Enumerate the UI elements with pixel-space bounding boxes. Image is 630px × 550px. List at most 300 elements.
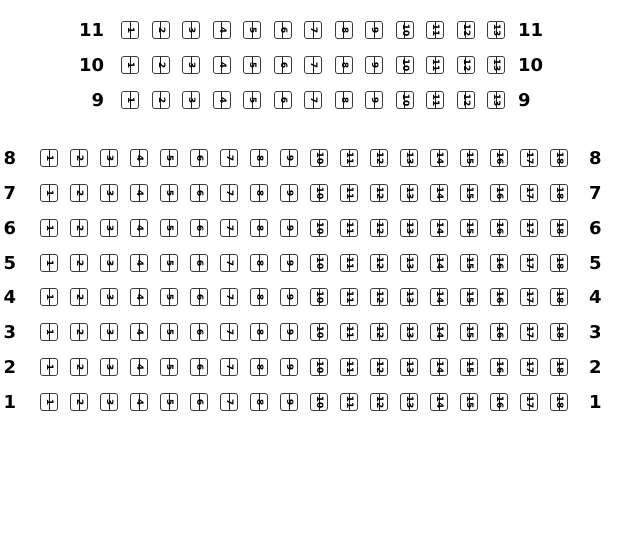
seat-number: 6 xyxy=(194,224,205,232)
seat-row xyxy=(0,56,630,74)
seat[interactable] xyxy=(70,219,88,237)
row-label-left: 2 xyxy=(3,356,16,378)
seat[interactable] xyxy=(335,21,353,39)
seat[interactable] xyxy=(520,288,538,306)
seat-row xyxy=(0,219,630,237)
seat-row xyxy=(0,288,630,306)
row-label-right: 7 xyxy=(589,182,602,204)
seat[interactable] xyxy=(396,91,414,109)
seat-number: 3 xyxy=(186,96,197,104)
seat[interactable] xyxy=(520,393,538,411)
seat-row xyxy=(0,358,630,376)
seat[interactable] xyxy=(274,91,292,109)
seat[interactable] xyxy=(160,184,178,202)
seat-number: 15 xyxy=(464,290,475,304)
seat-number: 17 xyxy=(524,395,535,409)
seat-number: 18 xyxy=(554,186,565,200)
seat[interactable] xyxy=(213,56,231,74)
seat[interactable] xyxy=(160,219,178,237)
row-label-left: 9 xyxy=(91,89,104,111)
seat[interactable] xyxy=(40,323,58,341)
seat[interactable] xyxy=(340,219,358,237)
seat[interactable] xyxy=(190,358,208,376)
seat[interactable] xyxy=(340,323,358,341)
seat[interactable] xyxy=(190,149,208,167)
seat[interactable] xyxy=(130,358,148,376)
seat-number: 1 xyxy=(44,293,55,301)
seat[interactable] xyxy=(520,358,538,376)
seat[interactable] xyxy=(40,288,58,306)
seat[interactable] xyxy=(550,184,568,202)
seat-number: 6 xyxy=(194,328,205,336)
seat[interactable] xyxy=(426,56,444,74)
seat[interactable] xyxy=(490,184,508,202)
seat[interactable] xyxy=(304,56,322,74)
seat-number: 16 xyxy=(494,221,505,235)
seat[interactable] xyxy=(400,254,418,272)
seat[interactable] xyxy=(340,184,358,202)
seat-number: 11 xyxy=(344,221,355,235)
seat[interactable] xyxy=(310,358,328,376)
seat[interactable] xyxy=(460,149,478,167)
seat[interactable] xyxy=(340,254,358,272)
seat-number: 16 xyxy=(494,395,505,409)
seat-number: 3 xyxy=(186,26,197,34)
seat-number: 7 xyxy=(224,154,235,162)
seat[interactable] xyxy=(160,288,178,306)
seat-number: 11 xyxy=(344,360,355,374)
seat[interactable] xyxy=(190,184,208,202)
seat[interactable] xyxy=(100,149,118,167)
seat[interactable] xyxy=(430,219,448,237)
seat-number: 9 xyxy=(369,26,380,34)
seat[interactable] xyxy=(460,219,478,237)
seat[interactable] xyxy=(70,358,88,376)
seat-number: 11 xyxy=(344,395,355,409)
seat-number: 5 xyxy=(164,154,175,162)
seat[interactable] xyxy=(100,323,118,341)
seat[interactable] xyxy=(280,184,298,202)
seat[interactable] xyxy=(400,323,418,341)
seat-number: 10 xyxy=(400,93,410,107)
seat[interactable] xyxy=(400,288,418,306)
seat-number: 17 xyxy=(524,186,535,200)
seat-number: 6 xyxy=(194,189,205,197)
seat-row-seats xyxy=(40,254,568,272)
seat[interactable] xyxy=(274,56,292,74)
seat[interactable] xyxy=(250,323,268,341)
seat[interactable] xyxy=(250,358,268,376)
seat-number: 10 xyxy=(314,186,325,200)
seat[interactable] xyxy=(400,393,418,411)
seat[interactable] xyxy=(280,358,298,376)
seat[interactable] xyxy=(220,254,238,272)
seat[interactable] xyxy=(190,393,208,411)
seat-number: 5 xyxy=(247,96,258,104)
seat[interactable] xyxy=(40,149,58,167)
seat-number: 18 xyxy=(554,221,565,235)
seat-number: 5 xyxy=(164,398,175,406)
seat-number: 10 xyxy=(314,151,325,165)
seat[interactable] xyxy=(100,358,118,376)
seat-row-seats xyxy=(40,219,568,237)
seat-number: 6 xyxy=(278,96,288,104)
seat-number: 3 xyxy=(104,328,115,336)
seat[interactable] xyxy=(243,21,261,39)
seat-number: 7 xyxy=(224,293,235,301)
seat-row xyxy=(0,393,630,411)
seat[interactable] xyxy=(400,219,418,237)
seat[interactable] xyxy=(550,323,568,341)
seat[interactable] xyxy=(250,393,268,411)
seat-number: 7 xyxy=(224,189,235,197)
seat[interactable] xyxy=(520,254,538,272)
seat[interactable] xyxy=(520,149,538,167)
seat-number: 10 xyxy=(314,290,325,304)
seat-number: 3 xyxy=(104,189,115,197)
seat[interactable] xyxy=(70,149,88,167)
seat-number: 13 xyxy=(491,93,502,107)
seat-number: 12 xyxy=(461,23,471,37)
seat[interactable] xyxy=(310,254,328,272)
seat[interactable] xyxy=(457,21,475,39)
seat[interactable] xyxy=(190,254,208,272)
seat[interactable] xyxy=(220,219,238,237)
seat[interactable] xyxy=(430,149,448,167)
seat[interactable] xyxy=(160,393,178,411)
seat[interactable] xyxy=(400,184,418,202)
seat-number: 4 xyxy=(134,224,145,232)
seat[interactable] xyxy=(121,21,139,39)
seat[interactable] xyxy=(304,91,322,109)
seat[interactable] xyxy=(220,323,238,341)
seat[interactable] xyxy=(426,21,444,39)
seat[interactable] xyxy=(430,184,448,202)
seat[interactable] xyxy=(460,358,478,376)
seat[interactable] xyxy=(280,254,298,272)
seat[interactable] xyxy=(490,149,508,167)
seat[interactable] xyxy=(100,184,118,202)
seat[interactable] xyxy=(280,149,298,167)
seat[interactable] xyxy=(220,149,238,167)
seat[interactable] xyxy=(220,184,238,202)
seat[interactable] xyxy=(550,219,568,237)
seat-number: 2 xyxy=(74,363,85,371)
seat[interactable] xyxy=(426,91,444,109)
seat-number: 7 xyxy=(224,224,235,232)
seat[interactable] xyxy=(490,393,508,411)
seat[interactable] xyxy=(457,91,475,109)
seat[interactable] xyxy=(365,91,383,109)
seat[interactable] xyxy=(280,323,298,341)
seat-number: 13 xyxy=(404,186,415,200)
seat[interactable] xyxy=(250,288,268,306)
seat-number: 10 xyxy=(400,58,410,72)
row-label-right: 3 xyxy=(589,321,602,343)
seat[interactable] xyxy=(243,91,261,109)
seat[interactable] xyxy=(487,56,505,74)
seat[interactable] xyxy=(340,149,358,167)
seat-number: 2 xyxy=(74,224,85,232)
seat[interactable] xyxy=(460,323,478,341)
seat[interactable] xyxy=(280,288,298,306)
seat[interactable] xyxy=(490,323,508,341)
seat[interactable] xyxy=(250,219,268,237)
seat-number: 8 xyxy=(339,96,349,104)
row-label-left: 3 xyxy=(3,321,16,343)
seat[interactable] xyxy=(40,219,58,237)
seat-number: 7 xyxy=(308,96,319,104)
seat[interactable] xyxy=(213,21,231,39)
seat[interactable] xyxy=(430,254,448,272)
seat[interactable] xyxy=(250,184,268,202)
seat[interactable] xyxy=(400,149,418,167)
seat[interactable] xyxy=(550,254,568,272)
seat[interactable] xyxy=(152,21,170,39)
seat[interactable] xyxy=(396,56,414,74)
seat[interactable] xyxy=(190,288,208,306)
seat-number: 2 xyxy=(74,154,85,162)
seat[interactable] xyxy=(182,56,200,74)
seat[interactable] xyxy=(370,288,388,306)
row-label-right: 6 xyxy=(589,217,602,239)
seat-number: 13 xyxy=(404,325,415,339)
seat[interactable] xyxy=(40,184,58,202)
seat-number: 12 xyxy=(374,221,385,235)
seat[interactable] xyxy=(335,91,353,109)
seat[interactable] xyxy=(370,184,388,202)
seat[interactable] xyxy=(70,184,88,202)
seat[interactable] xyxy=(400,358,418,376)
seat[interactable] xyxy=(70,393,88,411)
seat-row xyxy=(0,254,630,272)
seat[interactable] xyxy=(370,149,388,167)
seat[interactable] xyxy=(370,358,388,376)
seat-number: 1 xyxy=(44,189,55,197)
seat[interactable] xyxy=(213,91,231,109)
seat[interactable] xyxy=(460,288,478,306)
seat[interactable] xyxy=(396,21,414,39)
row-label-left: 11 xyxy=(78,19,104,41)
seat-number: 16 xyxy=(494,325,505,339)
seat[interactable] xyxy=(70,288,88,306)
seat-row-seats xyxy=(40,323,568,341)
seat[interactable] xyxy=(520,184,538,202)
seat-number: 11 xyxy=(430,23,441,37)
seat[interactable] xyxy=(280,219,298,237)
seat-number: 5 xyxy=(247,61,258,69)
seat-number: 17 xyxy=(524,256,535,270)
seat-row xyxy=(0,91,630,109)
seat[interactable] xyxy=(550,393,568,411)
seat[interactable] xyxy=(490,358,508,376)
seat-row xyxy=(0,149,630,167)
seat[interactable] xyxy=(340,288,358,306)
seat[interactable] xyxy=(370,393,388,411)
seat[interactable] xyxy=(220,358,238,376)
seat-number: 4 xyxy=(217,26,227,34)
seat[interactable] xyxy=(304,21,322,39)
seat[interactable] xyxy=(310,219,328,237)
seat[interactable] xyxy=(130,149,148,167)
seat[interactable] xyxy=(457,56,475,74)
seat[interactable] xyxy=(274,21,292,39)
seat[interactable] xyxy=(152,56,170,74)
seat-number: 6 xyxy=(278,61,288,69)
seat[interactable] xyxy=(160,149,178,167)
seat[interactable] xyxy=(430,323,448,341)
seat-number: 12 xyxy=(374,186,385,200)
seat[interactable] xyxy=(365,21,383,39)
seat[interactable] xyxy=(160,358,178,376)
seat[interactable] xyxy=(220,288,238,306)
seat[interactable] xyxy=(460,184,478,202)
seat[interactable] xyxy=(100,393,118,411)
seat-number: 8 xyxy=(254,259,265,267)
seat[interactable] xyxy=(182,91,200,109)
seat[interactable] xyxy=(40,254,58,272)
seat-number: 5 xyxy=(164,224,175,232)
seat-number: 3 xyxy=(104,363,115,371)
seat-number: 9 xyxy=(369,61,380,69)
seat[interactable] xyxy=(490,219,508,237)
seat-row xyxy=(0,21,630,39)
seat[interactable] xyxy=(335,56,353,74)
seat[interactable] xyxy=(370,219,388,237)
seat-number: 8 xyxy=(339,61,349,69)
seat[interactable] xyxy=(550,288,568,306)
seat[interactable] xyxy=(430,393,448,411)
seat-number: 16 xyxy=(494,290,505,304)
seat[interactable] xyxy=(490,288,508,306)
seat[interactable] xyxy=(340,393,358,411)
seat[interactable] xyxy=(130,219,148,237)
seat[interactable] xyxy=(310,288,328,306)
seat-number: 17 xyxy=(524,290,535,304)
seat[interactable] xyxy=(365,56,383,74)
seat[interactable] xyxy=(520,219,538,237)
seat-number: 13 xyxy=(404,151,415,165)
seat[interactable] xyxy=(130,254,148,272)
row-label-right: 4 xyxy=(589,286,602,308)
seat[interactable] xyxy=(550,358,568,376)
seat-number: 10 xyxy=(314,395,325,409)
seat[interactable] xyxy=(40,358,58,376)
seat[interactable] xyxy=(280,393,298,411)
seat[interactable] xyxy=(152,91,170,109)
seat[interactable] xyxy=(100,219,118,237)
seat[interactable] xyxy=(160,323,178,341)
seat[interactable] xyxy=(310,149,328,167)
seat[interactable] xyxy=(487,21,505,39)
seat-number: 18 xyxy=(554,325,565,339)
seat-number: 12 xyxy=(461,93,471,107)
seat-number: 5 xyxy=(247,26,258,34)
seat-number: 14 xyxy=(434,325,445,339)
seat[interactable] xyxy=(550,149,568,167)
seat[interactable] xyxy=(520,323,538,341)
seat-number: 6 xyxy=(194,363,205,371)
seat-number: 17 xyxy=(524,325,535,339)
row-label-right: 1 xyxy=(589,391,602,413)
row-label-left: 8 xyxy=(3,147,16,169)
seat-number: 13 xyxy=(491,58,502,72)
seat[interactable] xyxy=(370,323,388,341)
seat[interactable] xyxy=(243,56,261,74)
seat[interactable] xyxy=(430,288,448,306)
row-label-right: 9 xyxy=(518,89,531,111)
seat[interactable] xyxy=(100,254,118,272)
seat[interactable] xyxy=(370,254,388,272)
seat-row-seats xyxy=(40,184,568,202)
seat[interactable] xyxy=(310,184,328,202)
seat[interactable] xyxy=(460,393,478,411)
seat-number: 13 xyxy=(404,256,415,270)
seat[interactable] xyxy=(250,254,268,272)
seat-number: 17 xyxy=(524,360,535,374)
seat[interactable] xyxy=(220,393,238,411)
seat[interactable] xyxy=(490,254,508,272)
seat-number: 6 xyxy=(194,398,205,406)
seat-number: 16 xyxy=(494,186,505,200)
seat[interactable] xyxy=(121,56,139,74)
seat-number: 1 xyxy=(44,363,55,371)
seat[interactable] xyxy=(130,288,148,306)
seat[interactable] xyxy=(130,184,148,202)
seat-number: 15 xyxy=(464,360,475,374)
seat-number: 15 xyxy=(464,325,475,339)
seat[interactable] xyxy=(70,254,88,272)
seat[interactable] xyxy=(310,323,328,341)
seat[interactable] xyxy=(182,21,200,39)
seat[interactable] xyxy=(487,91,505,109)
seat-number: 11 xyxy=(430,93,441,107)
seat[interactable] xyxy=(130,323,148,341)
seat-number: 1 xyxy=(44,259,55,267)
seat[interactable] xyxy=(160,254,178,272)
seat-number: 10 xyxy=(314,221,325,235)
seat-number: 10 xyxy=(314,325,325,339)
seat-row xyxy=(0,323,630,341)
seat[interactable] xyxy=(121,91,139,109)
seat[interactable] xyxy=(430,358,448,376)
seat-row-seats xyxy=(121,21,505,39)
seat-number: 9 xyxy=(284,259,295,267)
seat[interactable] xyxy=(460,254,478,272)
seat-number: 7 xyxy=(224,328,235,336)
seat-number: 16 xyxy=(494,151,505,165)
seat[interactable] xyxy=(190,219,208,237)
seat-number: 14 xyxy=(434,256,445,270)
row-label-left: 5 xyxy=(3,252,16,274)
seat[interactable] xyxy=(250,149,268,167)
seat[interactable] xyxy=(130,393,148,411)
seat[interactable] xyxy=(310,393,328,411)
seat-number: 1 xyxy=(125,26,136,34)
seat-row xyxy=(0,184,630,202)
seat[interactable] xyxy=(40,393,58,411)
seat[interactable] xyxy=(190,323,208,341)
seat-number: 9 xyxy=(284,293,295,301)
seat-number: 13 xyxy=(491,23,502,37)
seat[interactable] xyxy=(100,288,118,306)
seat[interactable] xyxy=(70,323,88,341)
row-label-right: 10 xyxy=(518,54,544,76)
seat[interactable] xyxy=(340,358,358,376)
seat-number: 4 xyxy=(134,293,145,301)
seat-number: 6 xyxy=(194,259,205,267)
seat-number: 9 xyxy=(284,398,295,406)
